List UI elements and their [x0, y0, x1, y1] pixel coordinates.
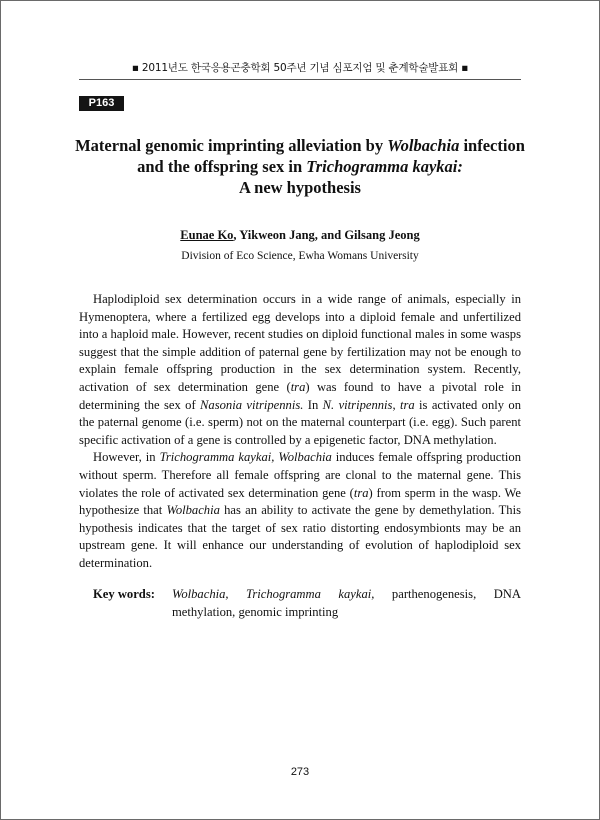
poster-id-badge: P163 [79, 96, 124, 111]
co-authors: , Yikweon Jang, and Gilsang Jeong [233, 228, 420, 242]
abstract-italic-run: Nasonia vitripennis. [200, 397, 304, 412]
header-divider [79, 79, 521, 80]
abstract-text-run: induces female offspring production without sperm. Therefore all female offspring are clonal to the maternal gene. This violates the role of activated sex determination gene ( [79, 450, 521, 500]
title-line-1-italic: Wolbachia [387, 136, 460, 155]
title-line-3: A new hypothesis [239, 178, 361, 197]
abstract-paragraph [79, 291, 521, 449]
abstract-paragraph [79, 449, 521, 572]
abstract-text-run: , [392, 397, 400, 412]
title-line-1-b: infection [459, 136, 525, 155]
abstract-body [79, 291, 521, 573]
keywords [93, 586, 521, 621]
keywords-label: Key words: [93, 587, 155, 601]
keywords-rest: parthenogenesis, DNA methylation, genomic imprinting [172, 587, 521, 619]
affiliation: Division of Eco Science, Ewha Womans University [181, 250, 419, 262]
abstract-text-run: has an ability to activate the gene by demethylation. This hypothesis indicates that the target of sex ratio distorting endosymbionts may be an upstream gene. It will enhance our understanding of evolution of haplodiploid sex determination. [79, 503, 521, 570]
author-list [60, 228, 540, 243]
abstract-italic-run: N. vitripennis [322, 397, 393, 412]
abstract-italic-run: tra [399, 397, 415, 412]
title-line-2 [60, 156, 540, 177]
abstract-text-run: However, in [93, 450, 160, 465]
abstract-italic-run: Trichogramma kaykai, Wolbachia [159, 450, 332, 465]
page-number: 273 [290, 766, 310, 778]
title-line-1-a: Maternal genomic imprinting alleviation by [75, 136, 388, 155]
abstract-italic-run: tra [353, 485, 369, 500]
keywords-list [172, 586, 521, 621]
presenting-author: Eunae Ko [180, 228, 234, 242]
title-line-1 [60, 135, 540, 156]
abstract-italic-run: tra [290, 379, 306, 394]
abstract-text-run: ) from sperm in the wasp. We hypothesize that [79, 485, 521, 518]
abstract-text-run: Haplodiploid sex determination occurs in a wide range of animals, especially in Hymenoptera, where a fertilized egg develops into a diploid female and unfertilized into a haploid male. However, recent studies on diploid functional males in some wasps suggest that the simple addition of paternal gene by fertilization may not be enough to explain female offspring production in the sex determination system. Recently, activation of sex determination gene ( [79, 292, 521, 394]
title-line-2-italic: Trichogramma kaykai: [306, 157, 463, 176]
abstract-italic-run: Wolbachia [166, 503, 220, 518]
conference-header: ▪ 2011년도 한국응용곤충학회 50주년 기념 심포지엄 및 춘계학술발표회 ▪ [131, 62, 469, 74]
abstract-text-run: ) was found to have a pivotal role in determining the sex of [79, 379, 521, 412]
abstract-text-run: is activated only on the paternal genome (i.e. sperm) not on the maternal counterpart (i.e. egg). Such parent specific activation of a gene is controlled by a epigenetic factor, DNA methylation. [79, 397, 522, 447]
paper-title [60, 135, 540, 198]
abstract-text-run: In [303, 397, 323, 412]
keywords-italic: Wolbachia, Trichogramma kaykai, [172, 587, 375, 601]
title-line-2-a: and the offspring sex in [137, 157, 307, 176]
